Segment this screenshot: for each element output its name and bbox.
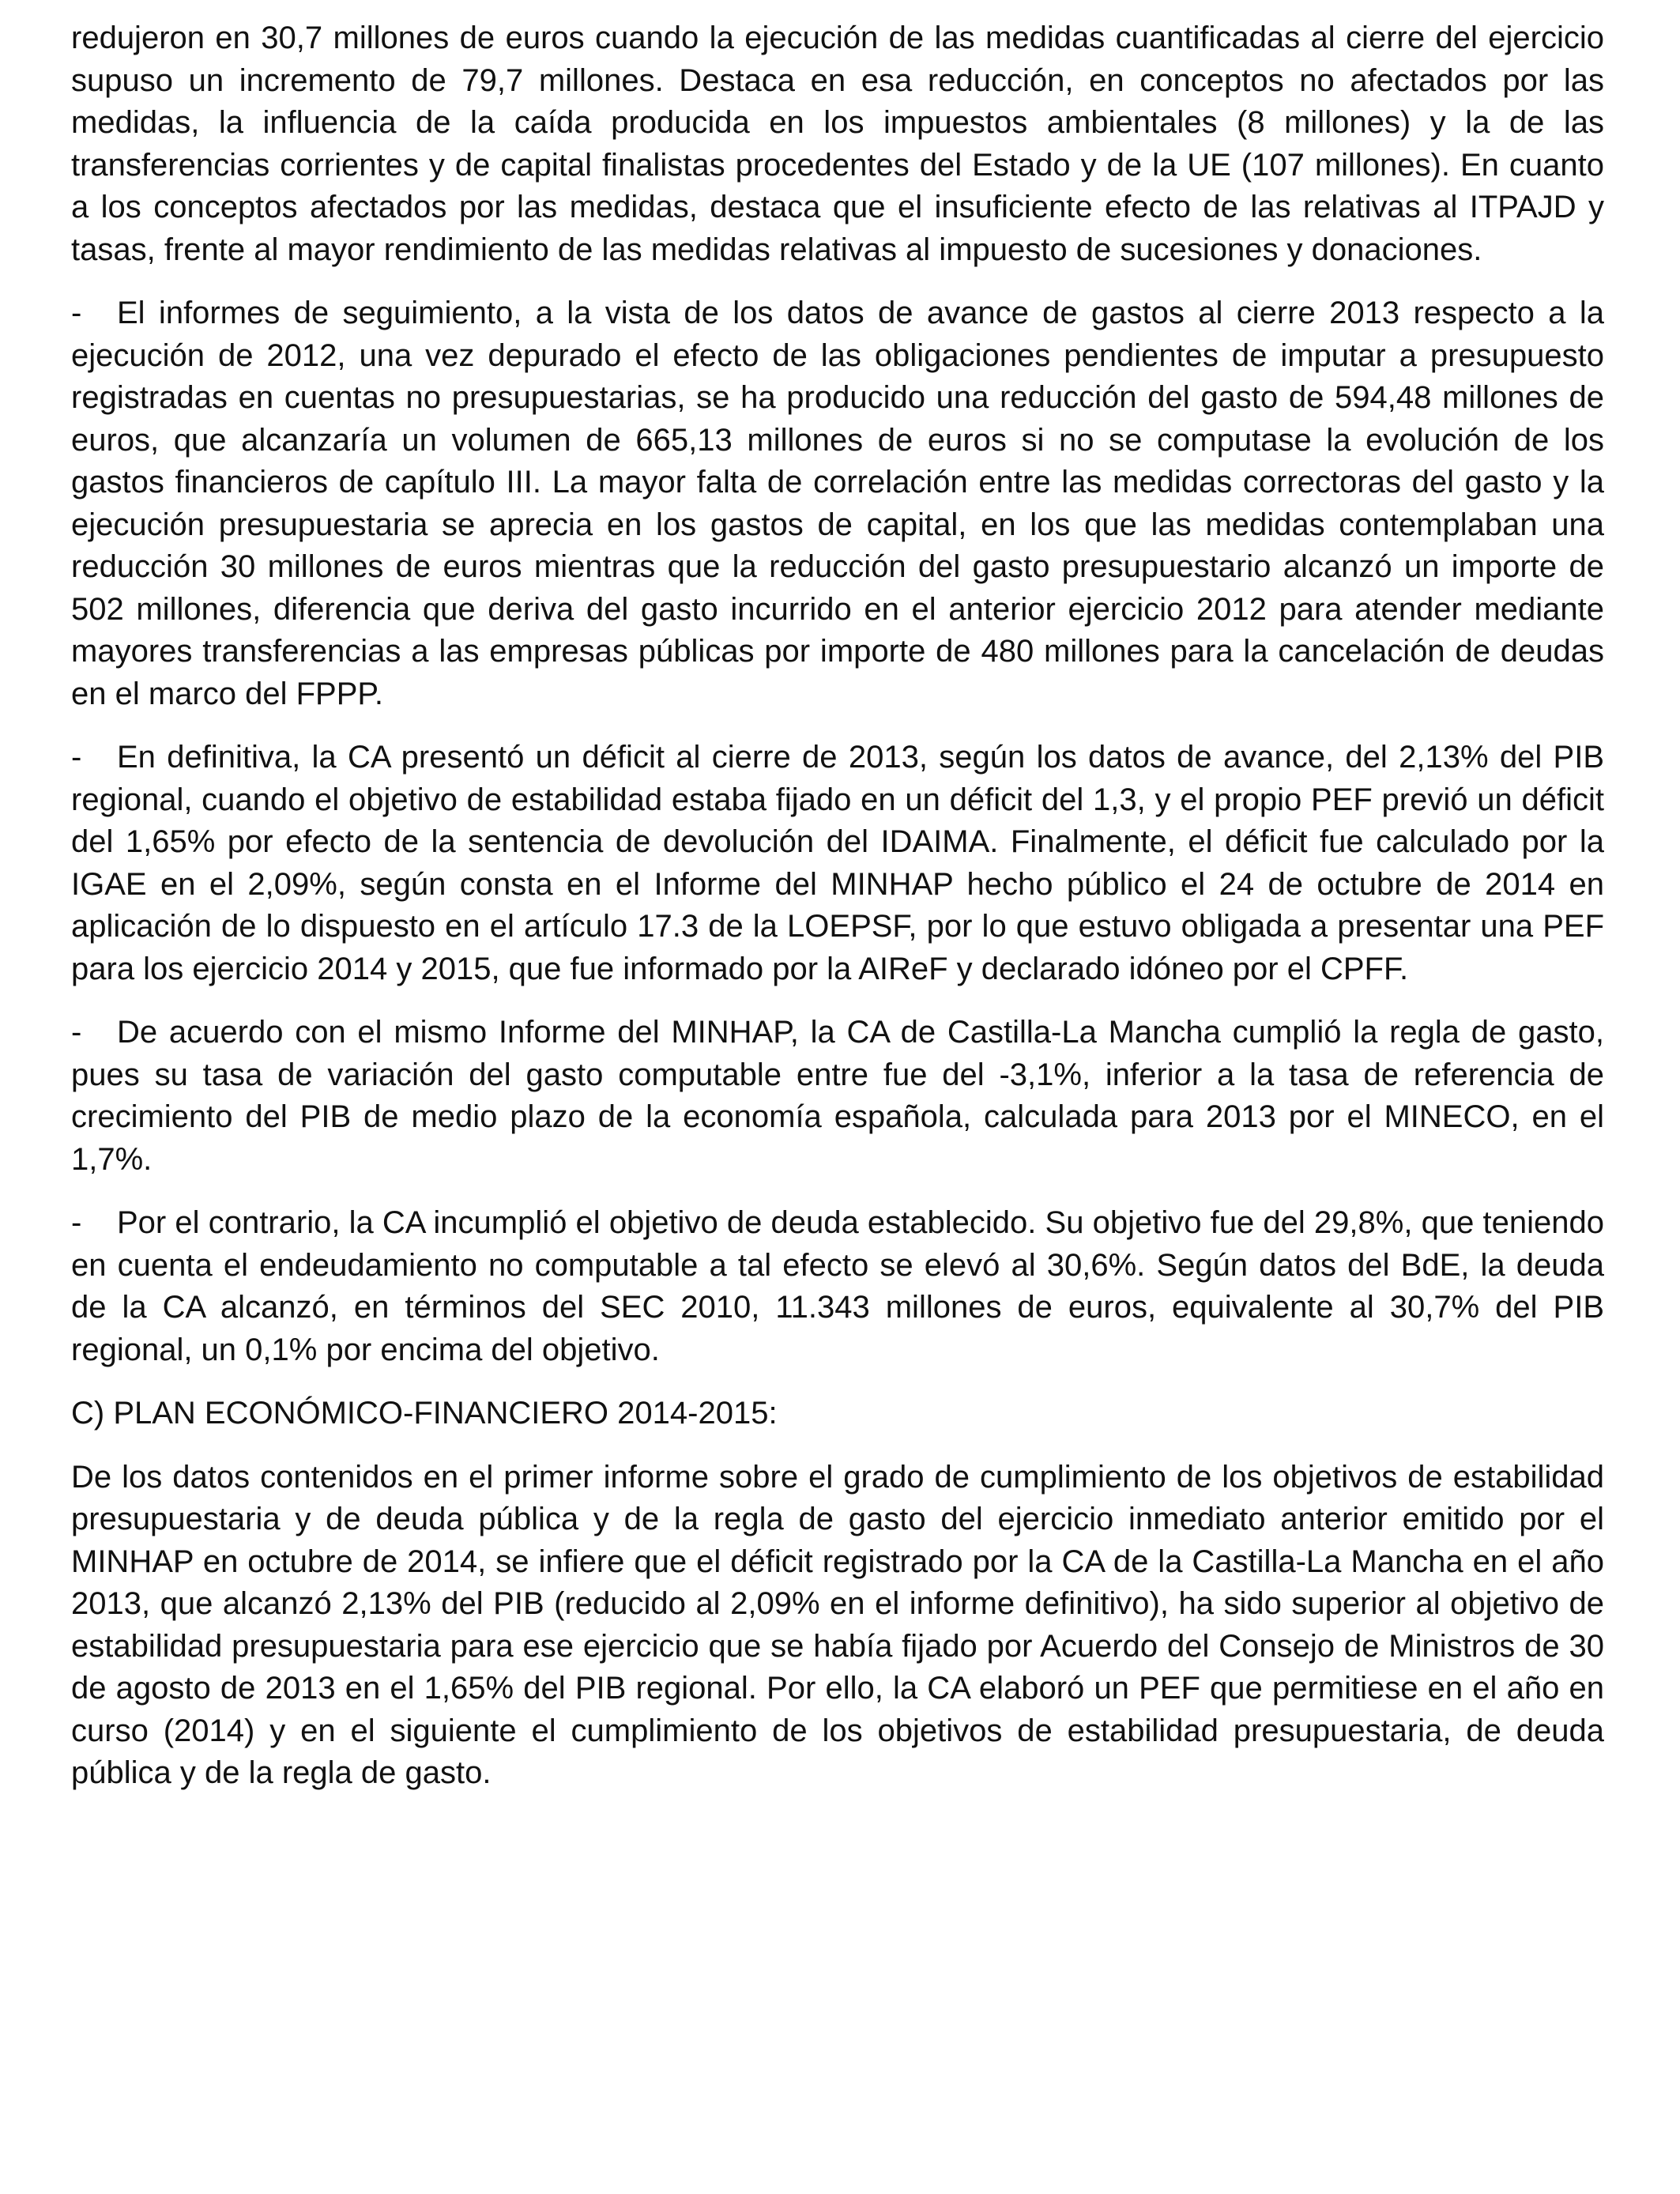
bullet-dash: - <box>71 1015 82 1050</box>
bullet-text: De acuerdo con el mismo Informe del MINHAP, la CA de Castilla-La Mancha cumplió la regla de gasto, pues su tasa de variación del gasto computable entre fue del -3,1%, inferior a la tasa de referencia de crecimiento del PIB de medio plazo de la economía española, calculada para 2013 por el MINECO, en el 1,7%. <box>71 1015 1604 1177</box>
bullet-text: El informes de seguimiento, a la vista de los datos de avance de gastos al cierre 2013 respecto a la ejecución de 2012, una vez depurado el efecto de las obligaciones pendientes de imputar a presupuesto registradas en cuentas no presupuestarias, se ha producido una reducción del gasto de 594,48 millones de euros, que alcanzaría un volumen de 665,13 millones de euros si no se computase la evolución de los gastos financieros de capítulo III. La mayor falta de correlación entre las medidas correctoras del gasto y la ejecución presupuestaria se aprecia en los gastos de capital, en los que las medidas contemplaban una reducción 30 millones de euros mientras que la reducción del gasto presupuestario alcanzó un importe de 502 millones, diferencia que deriva del gasto incurrido en el anterior ejercicio 2012 para atender mediante mayores transferencias a las empresas públicas por importe de 480 millones para la cancelación de deudas en el marco del FPPP. <box>71 296 1604 711</box>
bullet-debt-objective <box>71 1202 1604 1371</box>
bullet-dash: - <box>71 296 82 330</box>
bullet-expenditure-tracking <box>71 292 1604 715</box>
document-page <box>71 17 1604 1816</box>
section-heading-plan: C) PLAN ECONÓMICO-FINANCIERO 2014-2015: <box>71 1396 778 1431</box>
bullet-spending-rule <box>71 1012 1604 1181</box>
paragraph-revenue-reduction: redujeron en 30,7 millones de euros cuando la ejecución de las medidas cuantificadas al cierre del ejercicio supuso un incremento de 79,7 millones. Destaca en esa reducción, en conceptos no afectados por las medidas, la influencia de la caída producida en los impuestos ambientales (8 millones) y la de las transferencias corrientes y de capital finalistas procedentes del Estado y de la UE (107 millones). En cuanto a los conceptos afectados por las medidas, destaca que el insuficiente efecto de las relativas al ITPAJD y tasas, frente al mayor rendimiento de las medidas relativas al impuesto de sucesiones y donaciones. <box>71 21 1604 267</box>
paragraph-plan-description: De los datos contenidos en el primer informe sobre el grado de cumplimiento de los objetivos de estabilidad presupuestaria y de deuda pública y de la regla de gasto del ejercicio inmediato anterior emitido por el MINHAP en octubre de 2014, se infiere que el déficit registrado por la CA de la Castilla-La Mancha en el año 2013, que alcanzó 2,13% del PIB (reducido al 2,09% en el informe definitivo), ha sido superior al objetivo de estabilidad presupuestaria para ese ejercicio que se había fijado por Acuerdo del Consejo de Ministros de 30 de agosto de 2013 en el 1,65% del PIB regional. Por ello, la CA elaboró un PEF que permitiese en el año en curso (2014) y en el siguiente el cumplimiento de los objetivos de estabilidad presupuestaria, de deuda pública y de la regla de gasto. <box>71 1459 1604 1790</box>
bullet-dash: - <box>71 1205 82 1240</box>
bullet-dash: - <box>71 740 82 775</box>
bullet-text: Por el contrario, la CA incumplió el objetivo de deuda establecido. Su objetivo fue del 29,8%, que teniendo en cuenta el endeudamiento no computable a tal efecto se elevó al 30,6%. Según datos del BdE, la deuda de la CA alcanzó, en términos del SEC 2010, 11.343 millones de euros, equivalente al 30,7% del PIB regional, un 0,1% por encima del objetivo. <box>71 1205 1604 1367</box>
bullet-text: En definitiva, la CA presentó un déficit al cierre de 2013, según los datos de avance, del 2,13% del PIB regional, cuando el objetivo de estabilidad estaba fijado en un déficit del 1,3, y el propio PEF previó un déficit del 1,65% por efecto de la sentencia de devolución del IDAIMA. Finalmente, el déficit fue calculado por la IGAE en el 2,09%, según consta en el Informe del MINHAP hecho público el 24 de octubre de 2014 en aplicación de lo dispuesto en el artículo 17.3 de la LOEPSF, por lo que estuvo obligada a presentar una PEF para los ejercicio 2014 y 2015, que fue informado por la AIReF y declarado idóneo por el CPFF. <box>71 740 1604 986</box>
bullet-deficit-summary <box>71 737 1604 990</box>
